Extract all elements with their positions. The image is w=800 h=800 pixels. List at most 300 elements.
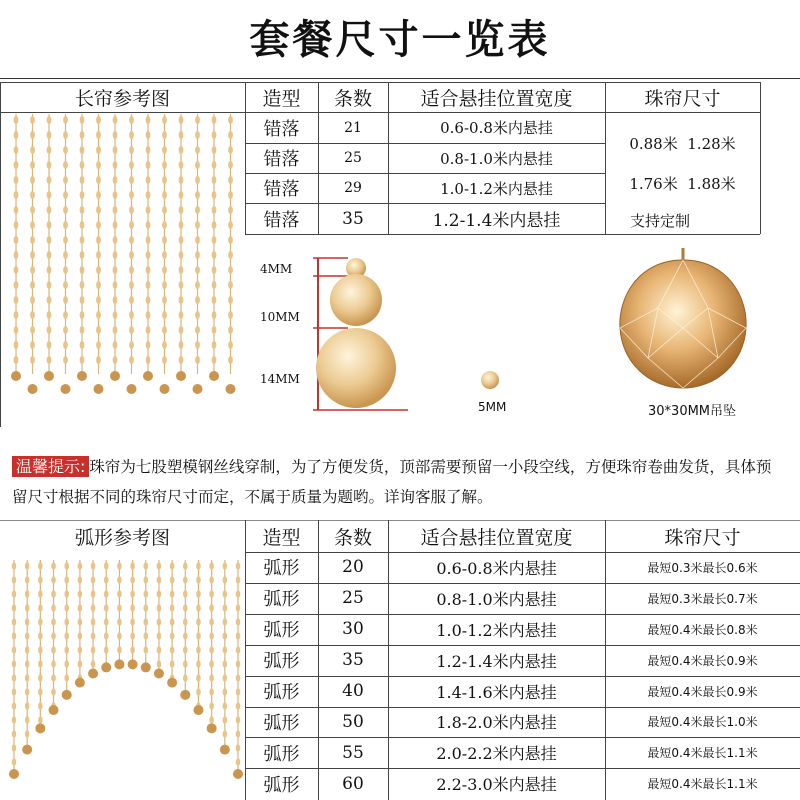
bead (25, 632, 30, 640)
bead (14, 341, 19, 349)
bead (223, 632, 228, 640)
bead (30, 161, 35, 169)
table-cell: 2.0-2.2米内悬挂 (436, 744, 557, 764)
bead (195, 146, 200, 154)
bead (228, 146, 233, 154)
bead (78, 562, 83, 570)
size-line: 1.76米 1.88米 (629, 174, 736, 193)
bead (129, 161, 134, 169)
bead (12, 618, 17, 626)
bead-5mm (481, 371, 499, 389)
bead (47, 296, 52, 304)
table-cell: 40 (342, 681, 364, 702)
bead (228, 281, 233, 289)
bead (96, 206, 101, 214)
bead (236, 702, 241, 710)
bead (38, 576, 43, 584)
bead (196, 632, 201, 640)
bead (146, 341, 151, 349)
bead (14, 176, 19, 184)
bead (113, 161, 118, 169)
header-width: 适合悬挂位置宽度 (420, 87, 573, 110)
bead (179, 281, 184, 289)
bead (209, 618, 214, 626)
bead (113, 206, 118, 214)
table-cell: 错落 (263, 179, 300, 200)
table-cell: 0.6-0.8米内悬挂 (436, 558, 557, 578)
bead (25, 646, 30, 654)
bead (64, 576, 69, 584)
table-cell: 25 (344, 150, 362, 166)
bead (130, 618, 135, 626)
bead (117, 632, 122, 640)
bead (212, 296, 217, 304)
bead (195, 266, 200, 274)
bead (47, 326, 52, 334)
bead (162, 251, 167, 259)
bead (104, 576, 109, 584)
header-size: 珠帘尺寸 (644, 87, 721, 110)
bead (78, 576, 83, 584)
bead (223, 730, 228, 738)
bead (162, 341, 167, 349)
bead (25, 590, 30, 598)
bead (236, 674, 241, 682)
bead (64, 660, 69, 668)
bead (209, 562, 214, 570)
bead (47, 116, 52, 124)
bead (51, 688, 56, 696)
bead (12, 660, 17, 668)
bead (212, 281, 217, 289)
bead (38, 674, 43, 682)
bead (223, 576, 228, 584)
label-4mm: 4MM (260, 262, 293, 276)
bead (228, 176, 233, 184)
table-cell: 弧形 (263, 682, 300, 704)
bead (64, 590, 69, 598)
bead (129, 251, 134, 259)
bead (228, 251, 233, 259)
bead (80, 176, 85, 184)
bead (80, 206, 85, 214)
bead (157, 660, 162, 668)
bead (80, 251, 85, 259)
bead (212, 341, 217, 349)
bead (63, 146, 68, 154)
bead (162, 221, 167, 229)
bead (170, 632, 175, 640)
bead (146, 281, 151, 289)
table-cell: 50 (342, 711, 364, 732)
table-cell: 0.8-1.0米内悬挂 (436, 589, 557, 609)
bead (96, 281, 101, 289)
bead (113, 281, 118, 289)
bead (236, 632, 241, 640)
bead (129, 236, 134, 244)
bead (223, 674, 228, 682)
bead (157, 576, 162, 584)
header-size: 珠帘尺寸 (664, 526, 741, 549)
bead (25, 604, 30, 612)
bead (104, 590, 109, 598)
bead (30, 206, 35, 214)
bead (30, 221, 35, 229)
bead (113, 341, 118, 349)
bead (212, 356, 217, 364)
bead (104, 646, 109, 654)
bead (51, 646, 56, 654)
bead (63, 116, 68, 124)
pendant (101, 662, 111, 672)
divider (0, 78, 800, 79)
bead (113, 236, 118, 244)
bead (14, 311, 19, 319)
bead (38, 590, 43, 598)
pendant (28, 384, 38, 394)
bead (63, 326, 68, 334)
bead (78, 646, 83, 654)
bead (47, 356, 52, 364)
bead (64, 604, 69, 612)
bead (30, 131, 35, 139)
table-cell: 1.2-1.4米内悬挂 (436, 651, 557, 671)
bead (14, 236, 19, 244)
pendant (220, 745, 230, 755)
bead (195, 161, 200, 169)
bead (212, 251, 217, 259)
pendant (167, 678, 177, 688)
bead (51, 604, 56, 612)
bead (228, 116, 233, 124)
table-cell: 弧形 (263, 743, 300, 765)
bead (129, 131, 134, 139)
bead (195, 176, 200, 184)
bead (80, 116, 85, 124)
bead (236, 618, 241, 626)
bead (146, 356, 151, 364)
bead (12, 632, 17, 640)
bead (30, 266, 35, 274)
table-cell: 最短0.4米最长1.1米 (647, 746, 758, 761)
bead (212, 146, 217, 154)
bead (25, 716, 30, 724)
bead (162, 266, 167, 274)
bead (96, 356, 101, 364)
bead (130, 632, 135, 640)
bead (64, 562, 69, 570)
label-10mm: 10MM (260, 310, 300, 324)
bead (183, 632, 188, 640)
bead (196, 646, 201, 654)
bead (12, 646, 17, 654)
bead (209, 716, 214, 724)
notice-body: 珠帘为七股塑模钢丝线穿制，为了方便发货，顶部需要预留一小段空线，方便珠帘卷曲发货，具体预留尺寸根据不同的珠帘尺寸而定，不属于质量为题哟。详询客服了解。 (12, 458, 772, 506)
bead (146, 161, 151, 169)
bead (78, 604, 83, 612)
bead (236, 758, 241, 766)
pendant (128, 659, 138, 669)
bead (212, 236, 217, 244)
bead (143, 646, 148, 654)
bead (223, 660, 228, 668)
bead (195, 116, 200, 124)
bead (12, 688, 17, 696)
bead (38, 562, 43, 570)
bead (25, 688, 30, 696)
table-cell: 29 (344, 180, 362, 196)
bead (12, 702, 17, 710)
table-cell: 弧形 (263, 774, 300, 796)
bead (223, 604, 228, 612)
bead (162, 206, 167, 214)
bead (14, 251, 19, 259)
bead (209, 632, 214, 640)
bead (196, 604, 201, 612)
bead (129, 116, 134, 124)
bead (129, 296, 134, 304)
bead (47, 206, 52, 214)
bead (80, 191, 85, 199)
bead (143, 590, 148, 598)
bead (63, 176, 68, 184)
bead (129, 266, 134, 274)
bead (14, 266, 19, 274)
bead (170, 576, 175, 584)
bead (80, 221, 85, 229)
bead (183, 562, 188, 570)
size-line: 支持定制 (629, 211, 690, 230)
bead (157, 604, 162, 612)
bead (236, 730, 241, 738)
bead (162, 176, 167, 184)
bead (91, 576, 96, 584)
size-line: 0.88米 1.28米 (629, 134, 736, 153)
pendant (62, 690, 72, 700)
pendant (88, 669, 98, 679)
bead (228, 311, 233, 319)
bead (47, 161, 52, 169)
bead (146, 206, 151, 214)
bead (12, 590, 17, 598)
pendant (9, 769, 19, 779)
bead (14, 281, 19, 289)
bead (236, 604, 241, 612)
image-label: 弧形参考图 (74, 526, 170, 549)
bead (38, 716, 43, 724)
bead (104, 562, 109, 570)
bead (30, 341, 35, 349)
bead (195, 356, 200, 364)
bead (30, 311, 35, 319)
table-cell: 1.8-2.0米内悬挂 (436, 713, 557, 733)
bead (223, 562, 228, 570)
bead (117, 646, 122, 654)
bead (104, 632, 109, 640)
pendant (226, 384, 236, 394)
bead (146, 191, 151, 199)
grid-line (760, 82, 761, 234)
table-cell: 25 (342, 588, 364, 609)
bead (47, 221, 52, 229)
bead (162, 281, 167, 289)
bead (25, 562, 30, 570)
pendant (176, 371, 186, 381)
bead (47, 146, 52, 154)
label-pendant: 30*30MM吊坠 (648, 404, 737, 419)
bead (170, 604, 175, 612)
table-cell: 错落 (263, 209, 300, 231)
bead (195, 191, 200, 199)
bead (130, 576, 135, 584)
bead (212, 206, 217, 214)
bead (179, 206, 184, 214)
bead (228, 296, 233, 304)
bead (146, 266, 151, 274)
bead-14mm (316, 328, 396, 408)
bead (47, 176, 52, 184)
pendant (193, 384, 203, 394)
bead (195, 296, 200, 304)
bead (78, 660, 83, 668)
bead (104, 618, 109, 626)
bead (179, 251, 184, 259)
bead (236, 660, 241, 668)
bead (209, 576, 214, 584)
table-cell: 20 (342, 557, 364, 578)
table-cell: 弧形 (263, 651, 300, 673)
bead (80, 161, 85, 169)
bead (63, 251, 68, 259)
bead (47, 236, 52, 244)
bead (30, 281, 35, 289)
bead (104, 604, 109, 612)
bead (212, 116, 217, 124)
bead (223, 702, 228, 710)
table-cell: 最短0.3米最长0.7米 (647, 591, 758, 606)
table-cell: 1.4-1.6米内悬挂 (436, 682, 557, 702)
bead (78, 632, 83, 640)
bead (179, 191, 184, 199)
image-label: 长帘参考图 (74, 87, 170, 110)
bead (162, 296, 167, 304)
table-cell: 最短0.4米最长1.1米 (647, 777, 758, 792)
bead (179, 311, 184, 319)
bead (91, 604, 96, 612)
bead (196, 618, 201, 626)
bead (91, 618, 96, 626)
bead (38, 702, 43, 710)
table-cell: 0.8-1.0米内悬挂 (440, 149, 553, 168)
bead (157, 646, 162, 654)
bead (38, 688, 43, 696)
table-cell: 35 (342, 208, 364, 229)
bead (14, 131, 19, 139)
header-count: 条数 (333, 526, 372, 549)
bead (80, 266, 85, 274)
bead (91, 590, 96, 598)
bead (183, 674, 188, 682)
bead (113, 311, 118, 319)
bead (14, 146, 19, 154)
bead (38, 618, 43, 626)
bead (80, 131, 85, 139)
bead (179, 356, 184, 364)
bead (113, 221, 118, 229)
bead (38, 632, 43, 640)
bead (63, 131, 68, 139)
table-cell: 错落 (263, 118, 300, 140)
bead (51, 562, 56, 570)
bead (113, 266, 118, 274)
bead (146, 326, 151, 334)
bead (14, 221, 19, 229)
bead (80, 236, 85, 244)
bead (113, 296, 118, 304)
bead (64, 632, 69, 640)
bead (91, 562, 96, 570)
bead (179, 161, 184, 169)
bead (183, 576, 188, 584)
pendant (233, 769, 243, 779)
bead (228, 191, 233, 199)
bead (195, 221, 200, 229)
bead (143, 604, 148, 612)
bead (179, 131, 184, 139)
bead (129, 311, 134, 319)
table-cell: 最短0.4米最长0.8米 (647, 622, 758, 637)
bead (96, 341, 101, 349)
bead (228, 236, 233, 244)
bead (30, 236, 35, 244)
bead (12, 674, 17, 682)
bead (236, 576, 241, 584)
bead (96, 311, 101, 319)
bead (12, 730, 17, 738)
pendant (77, 371, 87, 381)
bead (96, 161, 101, 169)
bead (183, 604, 188, 612)
bead (157, 618, 162, 626)
bead (129, 206, 134, 214)
bead (96, 236, 101, 244)
pendant (75, 678, 85, 688)
notice-tag: 温馨提示: (12, 456, 89, 477)
bead (113, 131, 118, 139)
bead (196, 590, 201, 598)
bead (236, 716, 241, 724)
bead (129, 191, 134, 199)
bead (12, 576, 17, 584)
bead (96, 191, 101, 199)
bead (129, 146, 134, 154)
bead (80, 146, 85, 154)
bead (212, 131, 217, 139)
bead (113, 176, 118, 184)
bead (14, 191, 19, 199)
bead (183, 660, 188, 668)
bead (162, 236, 167, 244)
bead (47, 251, 52, 259)
table-cell: 最短0.3米最长0.6米 (647, 560, 758, 575)
bead (157, 632, 162, 640)
pendant (143, 371, 153, 381)
bead (195, 236, 200, 244)
bead (38, 604, 43, 612)
bead (195, 251, 200, 259)
bead (236, 590, 241, 598)
bead (236, 562, 241, 570)
